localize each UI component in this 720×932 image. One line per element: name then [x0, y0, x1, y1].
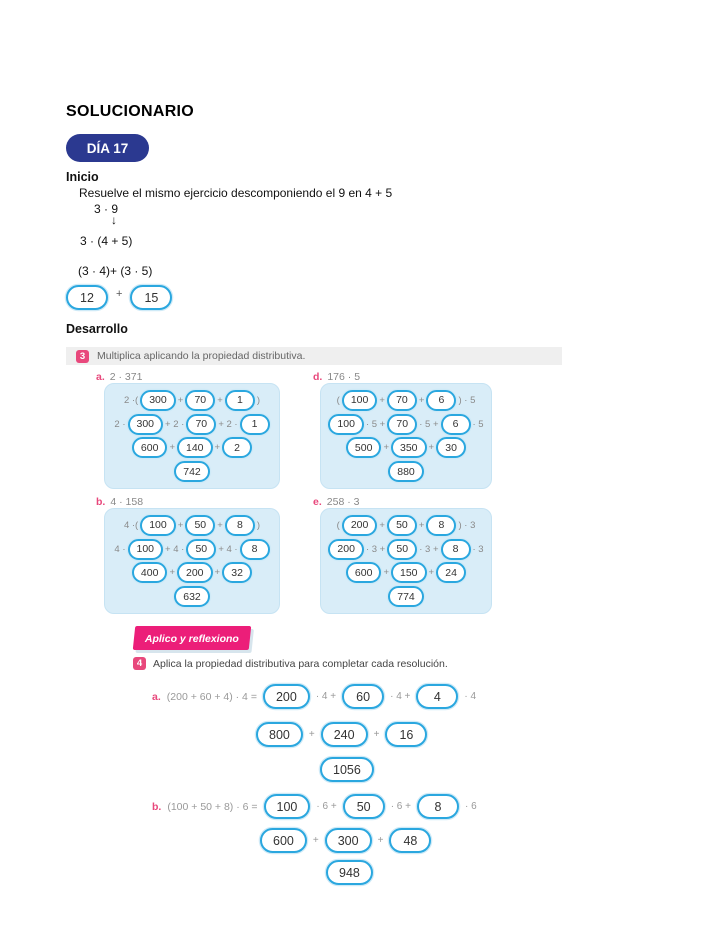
- inicio-answer-row: [66, 285, 172, 310]
- operator-text: +: [177, 394, 184, 406]
- answer-bubble: 70: [185, 390, 215, 411]
- problem-b-row3: [132, 562, 252, 583]
- answer-bubble: 100: [128, 539, 164, 560]
- answer-bubble: 6: [426, 390, 456, 411]
- answer-bubble: 6: [441, 414, 471, 435]
- problem-e-panel: [320, 508, 492, 614]
- problem-a-title: 2 · 371: [109, 371, 143, 383]
- exercise4b-given: (100 + 50 + 8) · 6 =: [167, 800, 258, 813]
- operator-text: +: [373, 729, 380, 740]
- answer-bubble: 240: [321, 722, 368, 747]
- exercise4b-equation-row1: [152, 794, 477, 819]
- problem-a-row2: [114, 414, 269, 435]
- aplico-banner: [133, 626, 251, 650]
- answer-bubble: 12: [66, 285, 108, 310]
- operator-text: ) · 5: [458, 394, 476, 406]
- operator-text: · 3 +: [365, 543, 386, 555]
- problem-d-heading: [313, 371, 360, 383]
- answer-bubble: 8: [240, 539, 270, 560]
- problem-d-letter: d.: [313, 371, 323, 383]
- operator-text: (: [336, 519, 340, 531]
- problem-e-title: 258 · 3: [326, 496, 360, 508]
- inicio-prompt: Resuelve el mismo ejercicio descomponiendo el 9 en 4 + 5: [79, 186, 393, 200]
- exercise4a-equation-row1: [152, 684, 476, 709]
- exercise4a-letter: a.: [152, 690, 161, 703]
- answer-bubble: 200: [263, 684, 310, 709]
- answer-bubble: 100: [140, 515, 176, 536]
- exercise4a-given: (200 + 60 + 4) · 4 =: [166, 690, 257, 703]
- problem-d-row4: [388, 461, 424, 482]
- expression-distributed: (3 · 4)+ (3 · 5): [78, 264, 153, 278]
- answer-bubble: 8: [225, 515, 255, 536]
- exercise4a-equation-row2: [256, 722, 427, 747]
- problem-b-letter: b.: [96, 496, 106, 508]
- answer-bubble: 300: [140, 390, 176, 411]
- problem-b-row2: [114, 539, 269, 560]
- answer-bubble: 50: [387, 515, 417, 536]
- operator-text: · 6 +: [316, 801, 337, 812]
- operator-text: +: [383, 567, 389, 579]
- answer-bubble: 50: [186, 539, 216, 560]
- problem-a-heading: [96, 371, 142, 383]
- answer-bubble: 1056: [320, 757, 374, 782]
- answer-bubble: 48: [389, 828, 431, 853]
- answer-bubble: 100: [264, 794, 311, 819]
- answer-bubble: 100: [342, 390, 378, 411]
- exercise4b-letter: b.: [152, 800, 162, 813]
- answer-bubble: 400: [132, 562, 168, 583]
- answer-bubble: 70: [186, 414, 216, 435]
- day-badge: [66, 134, 149, 162]
- answer-bubble: 880: [388, 461, 424, 482]
- answer-bubble: 100: [328, 414, 364, 435]
- operator-text: · 6: [464, 801, 477, 812]
- operator-text: ): [256, 394, 261, 406]
- answer-bubble: 15: [130, 285, 172, 310]
- operator-text: +: [177, 519, 184, 531]
- operator-text: +: [214, 567, 221, 579]
- problem-e-row4: [388, 586, 424, 607]
- answer-bubble: 600: [132, 437, 168, 458]
- operator-text: +: [379, 394, 385, 406]
- problem-b-row4: [174, 586, 210, 607]
- problem-b-title: 4 · 158: [110, 496, 144, 508]
- answer-bubble: 632: [174, 586, 210, 607]
- operator-text: · 5 +: [419, 418, 439, 430]
- exercise4-header: [133, 657, 553, 670]
- problem-a-letter: a.: [96, 371, 105, 383]
- answer-bubble: 1: [225, 390, 255, 411]
- problem-a-row3: [132, 437, 252, 458]
- answer-bubble: 50: [185, 515, 215, 536]
- exercise4b-equation-row2: [260, 828, 431, 853]
- aplico-banner-label: Aplico y reflexiono: [144, 633, 239, 645]
- operator-text: + 4 ·: [218, 543, 238, 555]
- expression-decomposed: 3 · (4 + 5): [80, 234, 133, 248]
- operator-text: ) · 3: [458, 519, 476, 531]
- operator-text: 2 ·: [114, 418, 126, 430]
- operator-text: +: [428, 442, 435, 454]
- problem-d-title: 176 · 5: [327, 371, 361, 383]
- operator-text: + 2 ·: [218, 418, 238, 430]
- answer-bubble: 70: [387, 390, 417, 411]
- answer-bubble: 50: [387, 539, 417, 560]
- operator-text: 4 ·: [114, 543, 126, 555]
- problem-a-row4: [174, 461, 210, 482]
- answer-bubble: 350: [391, 437, 427, 458]
- exercise4a-equation-row3: [320, 757, 374, 782]
- operator-text: +: [418, 394, 425, 406]
- exercise4-number-badge: 4: [133, 657, 146, 670]
- operator-text: +: [169, 567, 175, 579]
- operator-text: ): [256, 519, 261, 531]
- answer-bubble: 2: [222, 437, 252, 458]
- answer-bubble: 742: [174, 461, 210, 482]
- operator-text: + 2 ·: [165, 418, 185, 430]
- answer-bubble: 70: [387, 414, 417, 435]
- answer-bubble: 600: [346, 562, 382, 583]
- operator-text: +: [418, 519, 425, 531]
- answer-bubble: 140: [177, 437, 213, 458]
- exercise3-instruction: Multiplica aplicando la propiedad distributiva.: [97, 350, 306, 362]
- answer-bubble: 150: [391, 562, 427, 583]
- operator-text: · 4 +: [390, 691, 411, 702]
- problem-e-letter: e.: [313, 496, 322, 508]
- answer-bubble: 50: [343, 794, 385, 819]
- answer-bubble: 30: [436, 437, 466, 458]
- operator-text: +: [308, 729, 315, 740]
- expression-original: 3 · 9: [94, 202, 119, 216]
- answer-bubble: 300: [325, 828, 372, 853]
- problem-d-row2: [328, 414, 483, 435]
- operator-text: · 5: [472, 418, 484, 430]
- problem-e-row1: [337, 515, 476, 536]
- operator-text: · 3: [472, 543, 484, 555]
- operator-text: (: [336, 394, 340, 406]
- answer-bubble: 200: [342, 515, 378, 536]
- operator-text: +: [312, 835, 319, 846]
- operator-text: +: [383, 442, 389, 454]
- desarrollo-heading: Desarrollo: [66, 322, 128, 336]
- answer-bubble: 32: [222, 562, 252, 583]
- page-title: SOLUCIONARIO: [66, 103, 195, 120]
- problem-e-row3: [346, 562, 466, 583]
- operator-text: +: [379, 519, 385, 531]
- operator-text: · 6 +: [390, 801, 411, 812]
- answer-bubble: 16: [385, 722, 427, 747]
- day-badge-label: DÍA 17: [86, 140, 129, 156]
- problem-e-heading: [313, 496, 359, 508]
- answer-bubble: 60: [342, 684, 384, 709]
- answer-bubble: 8: [426, 515, 456, 536]
- operator-text: · 4 +: [315, 691, 337, 702]
- operator-text: + 4 ·: [165, 543, 185, 555]
- problem-b-row1: [124, 515, 260, 536]
- inicio-heading: Inicio: [66, 170, 99, 184]
- answer-bubble: 24: [436, 562, 466, 583]
- answer-bubble: 500: [346, 437, 382, 458]
- operator-text: 4 ·(: [123, 519, 139, 531]
- problem-a-panel: [104, 383, 280, 489]
- answer-bubble: 774: [388, 586, 424, 607]
- operator-text: +: [377, 835, 384, 846]
- problem-d-row3: [346, 437, 466, 458]
- operator-text: · 5 +: [365, 418, 386, 430]
- answer-bubble: 600: [260, 828, 307, 853]
- problem-d-panel: [320, 383, 492, 489]
- operator-text: +: [217, 519, 223, 531]
- operator-text: · 3 +: [419, 543, 439, 555]
- answer-bubble: 4: [416, 684, 458, 709]
- answer-bubble: 800: [256, 722, 303, 747]
- operator-text: +: [217, 394, 223, 406]
- plus-operator: +: [116, 287, 123, 300]
- answer-bubble: 200: [328, 539, 364, 560]
- answer-bubble: 200: [177, 562, 213, 583]
- answer-bubble: 8: [417, 794, 459, 819]
- down-arrow-icon: ↓: [111, 213, 117, 227]
- problem-e-row2: [328, 539, 483, 560]
- answer-bubble: 8: [441, 539, 471, 560]
- operator-text: +: [169, 442, 175, 454]
- operator-text: +: [214, 442, 221, 454]
- operator-text: +: [428, 567, 435, 579]
- problem-b-heading: [96, 496, 143, 508]
- exercise4b-equation-row3: [326, 860, 373, 885]
- answer-bubble: 300: [128, 414, 164, 435]
- exercise4-instruction: Aplica la propiedad distributiva para completar cada resolución.: [153, 657, 448, 670]
- exercise3-header: [66, 347, 562, 365]
- operator-text: · 4: [464, 691, 477, 702]
- answer-bubble: 1: [240, 414, 270, 435]
- problem-b-panel: [104, 508, 280, 614]
- exercise3-number-badge: 3: [76, 350, 89, 363]
- problem-a-row1: [124, 390, 260, 411]
- problem-d-row1: [337, 390, 476, 411]
- answer-bubble: 948: [326, 860, 373, 885]
- operator-text: 2 ·(: [123, 394, 139, 406]
